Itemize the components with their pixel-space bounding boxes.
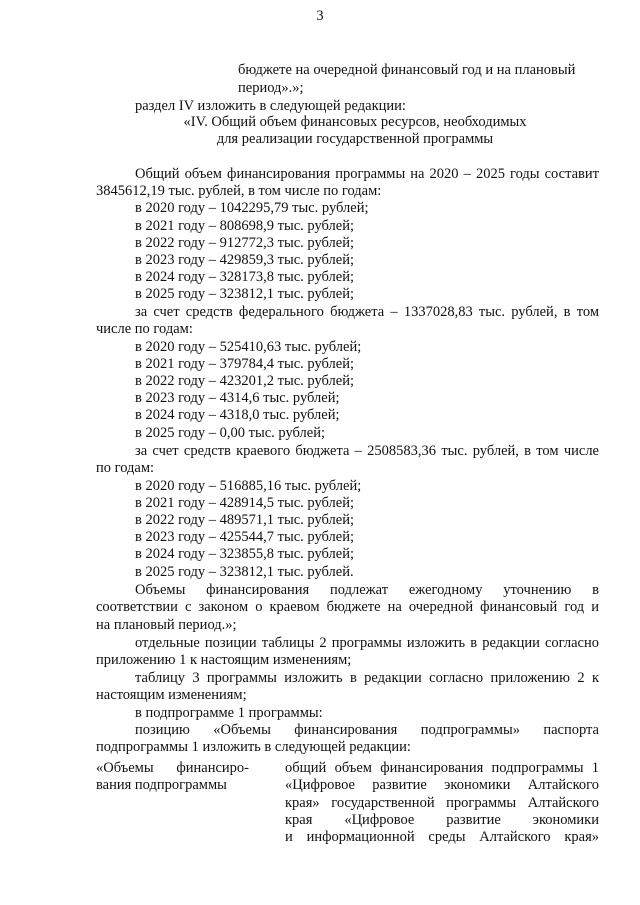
federal-year-2024: в 2024 году – 4318,0 тыс. рублей; [135, 407, 340, 423]
total-year-2021: в 2021 году – 808698,9 тыс. рублей; [135, 218, 355, 234]
table-left-line-2: вания подпрограммы [96, 777, 227, 793]
outro-p2-line-1: отдельные позиции таблицы 2 программы изложить в редакции согласно [135, 635, 599, 651]
table-right-line-1: общий объем финансирования подпрограммы 1 [285, 760, 599, 776]
federal-year-2023: в 2023 году – 4314,6 тыс. рублей; [135, 390, 340, 406]
regional-year-2022: в 2022 году – 489571,1 тыс. рублей; [135, 512, 355, 528]
total-year-2024: в 2024 году – 328173,8 тыс. рублей; [135, 269, 355, 285]
regional-year-2023: в 2023 году – 425544,7 тыс. рублей; [135, 529, 355, 545]
table-left-line-1: «Объемы финансиро- [96, 760, 249, 776]
outro-p1-line-3: на плановый период.»; [96, 617, 237, 633]
outro-p5-line-2: подпрограммы 1 изложить в следующей редакции: [96, 739, 411, 755]
total-year-2023: в 2023 году – 429859,3 тыс. рублей; [135, 252, 355, 268]
federal-year-2021: в 2021 году – 379784,4 тыс. рублей; [135, 356, 355, 372]
table-right-line-4: края «Цифровое развитие экономики [285, 812, 599, 828]
table-right-line-5: и информационной среды Алтайского края» [285, 829, 599, 845]
regional-year-2020: в 2020 году – 516885,16 тыс. рублей; [135, 478, 362, 494]
table-right-line-2: «Цифровое развитие экономики Алтайского [285, 777, 599, 793]
total-year-2022: в 2022 году – 912772,3 тыс. рублей; [135, 235, 355, 251]
federal-line-1: за счет средств федерального бюджета – 1337028,83 тыс. рублей, в том [135, 304, 599, 320]
regional-year-2021: в 2021 году – 428914,5 тыс. рублей; [135, 495, 355, 511]
intro-line-2: период».»; [238, 80, 304, 96]
outro-p3-line-1: таблицу 3 программы изложить в редакции согласно приложению 2 к [135, 670, 599, 686]
total-year-2020: в 2020 году – 1042295,79 тыс. рублей; [135, 200, 369, 216]
page-number: 3 [316, 8, 324, 24]
regional-line-1: за счет средств краевого бюджета – 2508583,36 тыс. рублей, в том числе [135, 443, 599, 459]
federal-year-2025: в 2025 году – 0,00 тыс. рублей; [135, 425, 326, 441]
federal-year-2020: в 2020 году – 525410,63 тыс. рублей; [135, 339, 362, 355]
table-right-line-3: края» государственной программы Алтайского [285, 795, 599, 811]
section-heading-line-2: для реализации государственной программы [216, 131, 494, 147]
outro-p1-line-2: соответствии с законом о краевом бюджете на очередной финансовый год и [96, 599, 599, 615]
outro-p2-line-2: приложению 1 к настоящим изменениям; [96, 652, 352, 668]
regional-line-2: по годам: [96, 460, 155, 476]
section-heading-line-1: «IV. Общий объем финансовых ресурсов, необходимых [183, 114, 527, 130]
outro-p5-line-1: позицию «Объемы финансирования подпрограммы» паспорта [135, 722, 599, 738]
total-line-1: Общий объем финансирования программы на 2020 – 2025 годы составит [135, 166, 599, 182]
federal-year-2022: в 2022 году – 423201,2 тыс. рублей; [135, 373, 355, 389]
outro-p1-line-1: Объемы финансирования подлежат ежегодному уточнению в [135, 582, 599, 598]
outro-p4: в подпрограмме 1 программы: [135, 705, 323, 721]
federal-line-2: числе по годам: [96, 321, 193, 337]
regional-year-2025: в 2025 году – 323812,1 тыс. рублей. [135, 564, 354, 580]
regional-year-2024: в 2024 году – 323855,8 тыс. рублей; [135, 546, 355, 562]
total-line-2: 3845612,19 тыс. рублей, в том числе по годам: [96, 183, 382, 199]
intro-line-3: раздел IV изложить в следующей редакции: [135, 98, 406, 114]
total-year-2025: в 2025 году – 323812,1 тыс. рублей; [135, 286, 355, 302]
outro-p3-line-2: настоящим изменениям; [96, 687, 247, 703]
intro-line-1: бюджете на очередной финансовый год и на плановый [238, 62, 576, 78]
